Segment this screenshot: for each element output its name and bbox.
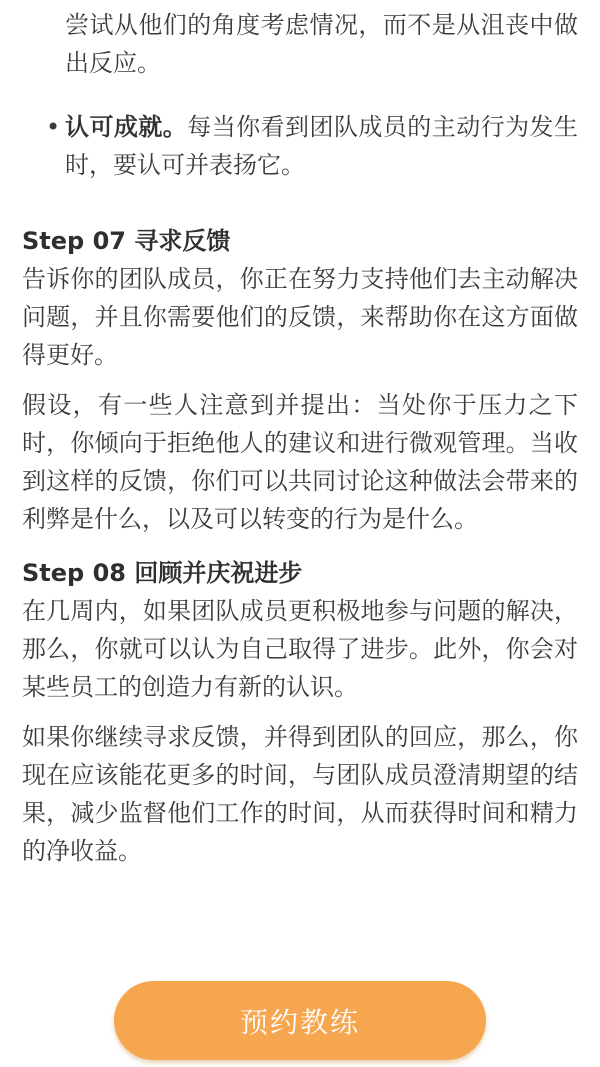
step-08-paragraph-2: 如果你继续寻求反馈，并得到团队的回应，那么，你现在应该能花更多的时间，与团队成员澄清期望的结果，减少监督他们工作的时间，从而获得时间和精力的净收益。	[22, 723, 578, 865]
bullet-marker: •	[46, 113, 61, 141]
section-heading-step-08: Step 08 回顾并庆祝进步	[22, 559, 303, 587]
book-coach-button-label: 预约教练	[239, 1005, 360, 1039]
step-07-paragraph-2: 假设，有一些人注意到并提出：当处你于压力之下时，你倾向于拒绝他人的建议和进行微观管理。当收到这样的反馈，你们可以共同讨论这种做法会带来的利弊是什么，以及可以转变的行为是什么。	[22, 391, 578, 533]
step-08-paragraph-1: 在几周内，如果团队成员更积极地参与问题的解决，那么，你就可以认为自己取得了进步。此外，你会对某些员工的创造力有新的认识。	[22, 597, 578, 701]
bullet-continuation-text: 尝试从他们的角度考虑情况，而不是从沮丧中做出反应。	[65, 11, 578, 77]
bullet-lead-bold: 认可成就。	[65, 113, 188, 141]
step-07-paragraph-1: 告诉你的团队成员，你正在努力支持他们去主动解决问题，并且你需要他们的反馈，来帮助你在这方面做得更好。	[22, 265, 578, 369]
bullet-item	[22, 108, 578, 184]
bullet-text: 每当你看到团队成员的主动行为发生时，要认可并表扬它。	[65, 113, 578, 179]
section-heading-step-07: Step 07 寻求反馈	[22, 227, 231, 255]
book-coach-button[interactable]	[114, 981, 486, 1060]
